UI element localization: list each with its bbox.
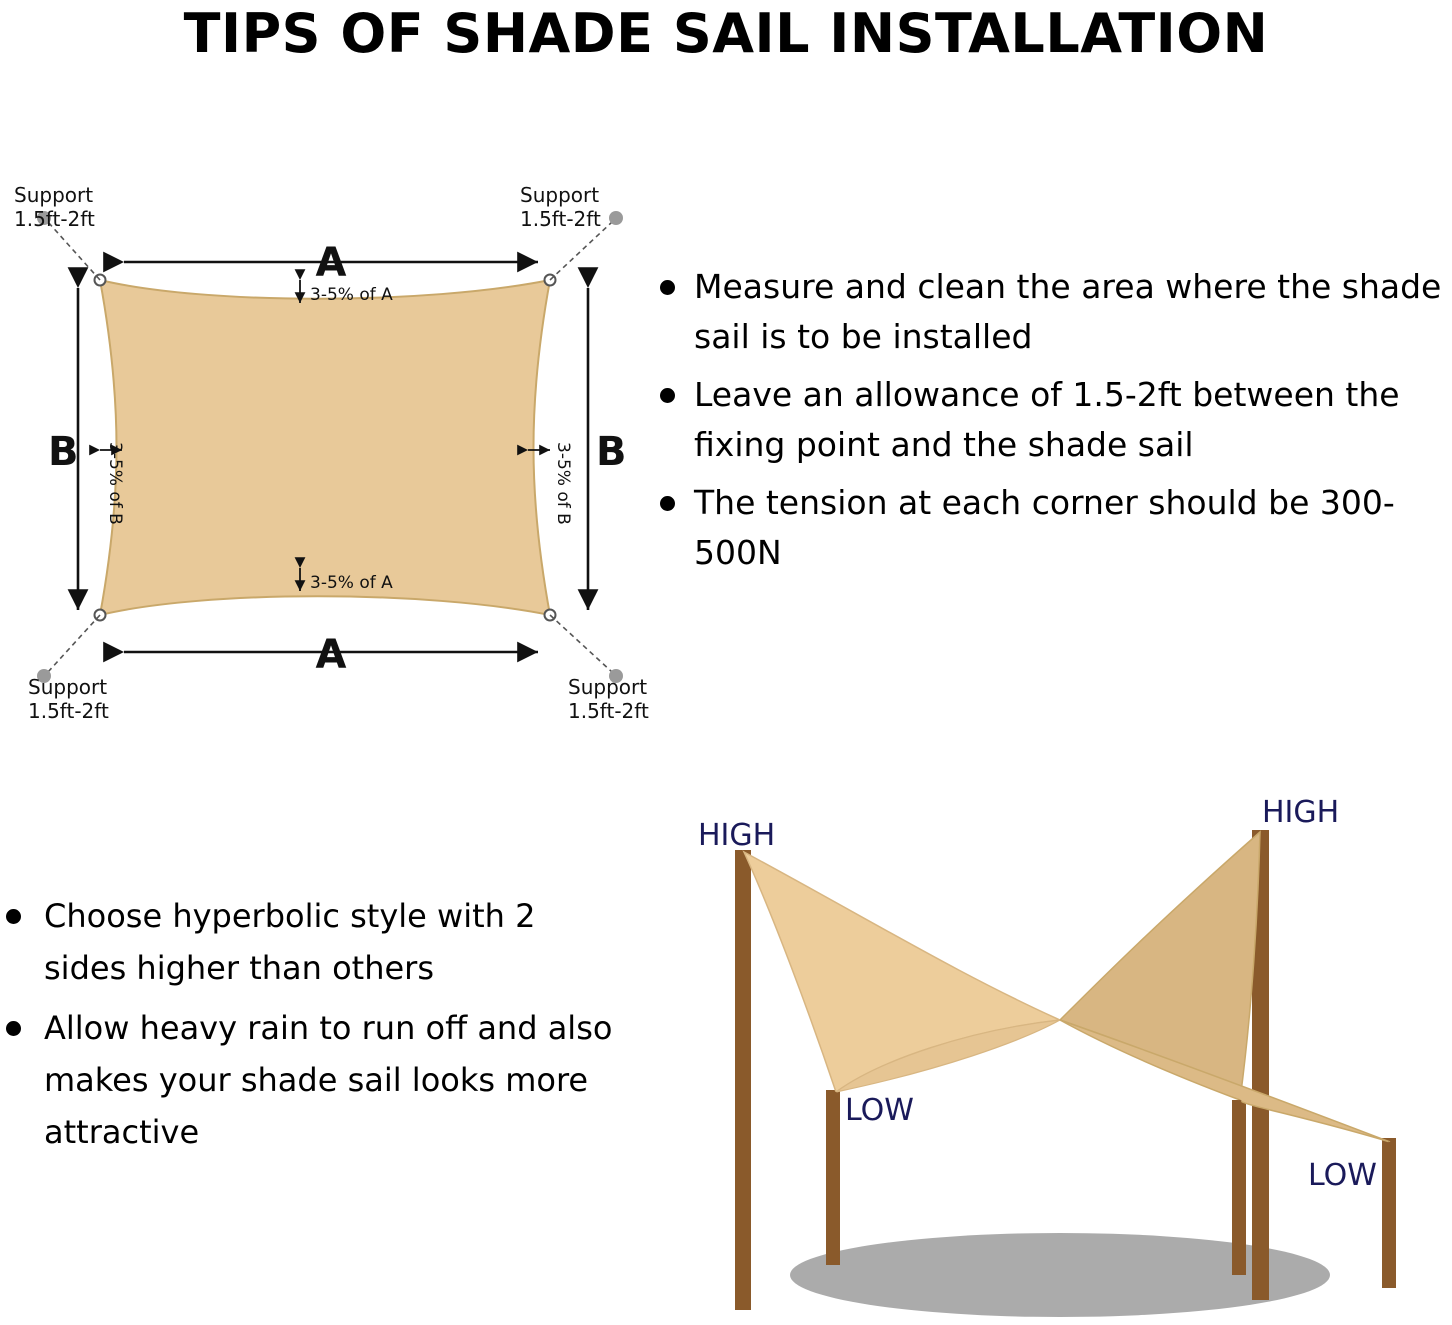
curve-label-right: 3-5% of B: [553, 442, 573, 525]
support-label-bottom-left-line1: Support: [28, 675, 108, 699]
rectangular-sail-diagram: [0, 160, 660, 730]
support-label-top-left-line1: Support: [14, 183, 94, 207]
post-low-right-front: [1382, 1138, 1396, 1288]
list-item-text: Measure and clean the area where the shade sail is to be installed: [694, 267, 1442, 356]
list-item: [0, 890, 620, 994]
list-item: [0, 1002, 620, 1158]
list-item-text: Allow heavy rain to run off and also makes your shade sail looks more attractive: [44, 1009, 613, 1151]
dimension-label-top-a: A: [315, 240, 347, 286]
tie-low-right: [1238, 1100, 1240, 1108]
page-title: TIPS OF SHADE SAIL INSTALLATION: [183, 2, 1269, 65]
list-item: [648, 478, 1448, 578]
support-label-top-left-line2: 1.5ft-2ft: [14, 207, 95, 231]
list-item: [648, 262, 1448, 362]
curve-label-top: 3-5% of A: [310, 285, 393, 305]
list-item-text: The tension at each corner should be 300-500N: [694, 483, 1395, 572]
sail-shape: [100, 280, 550, 615]
bullet-dot-icon: [660, 388, 675, 403]
label-high-right: HIGH: [1262, 795, 1340, 830]
post-high-left: [735, 850, 751, 1310]
support-label-top-right-line1: Support: [520, 183, 600, 207]
support-label-bottom-left-line2: 1.5ft-2ft: [28, 699, 109, 723]
label-high-left: HIGH: [698, 818, 776, 853]
label-low-left: LOW: [845, 1093, 914, 1128]
tie-low-right-front: [1388, 1142, 1390, 1148]
curve-label-bottom: 3-5% of A: [310, 573, 393, 593]
list-item-text: Leave an allowance of 1.5-2ft between the fixing point and the shade sail: [694, 375, 1400, 464]
list-item-text: Choose hyperbolic style with 2 sides higher than others: [44, 897, 536, 987]
bullet-dot-icon: [6, 1021, 21, 1036]
support-label-top-right-line2: 1.5ft-2ft: [520, 207, 601, 231]
support-line-bottom-right: [550, 615, 612, 672]
dimension-label-right-b: B: [596, 429, 627, 475]
list-item: [648, 370, 1448, 470]
post-low-left: [826, 1090, 840, 1265]
dimension-label-left-b: B: [48, 429, 79, 475]
sail-left: [744, 852, 1060, 1092]
bullet-dot-icon: [660, 496, 675, 511]
tips-list-bottom: [0, 890, 620, 1166]
dimension-label-bottom-a: A: [315, 632, 347, 678]
hyperbolic-sail-illustration: [640, 770, 1452, 1325]
bullet-dot-icon: [660, 280, 675, 295]
support-dot-top-right: [609, 211, 623, 225]
curve-label-left: 3-5% of B: [105, 442, 125, 525]
bullet-dot-icon: [6, 909, 21, 924]
support-line-bottom-left: [48, 615, 100, 672]
support-label-bottom-right-line2: 1.5ft-2ft: [568, 699, 649, 723]
post-low-right: [1232, 1100, 1246, 1275]
label-low-right: LOW: [1308, 1158, 1377, 1193]
support-label-bottom-right-line1: Support: [568, 675, 648, 699]
tips-list-top: [648, 262, 1448, 586]
